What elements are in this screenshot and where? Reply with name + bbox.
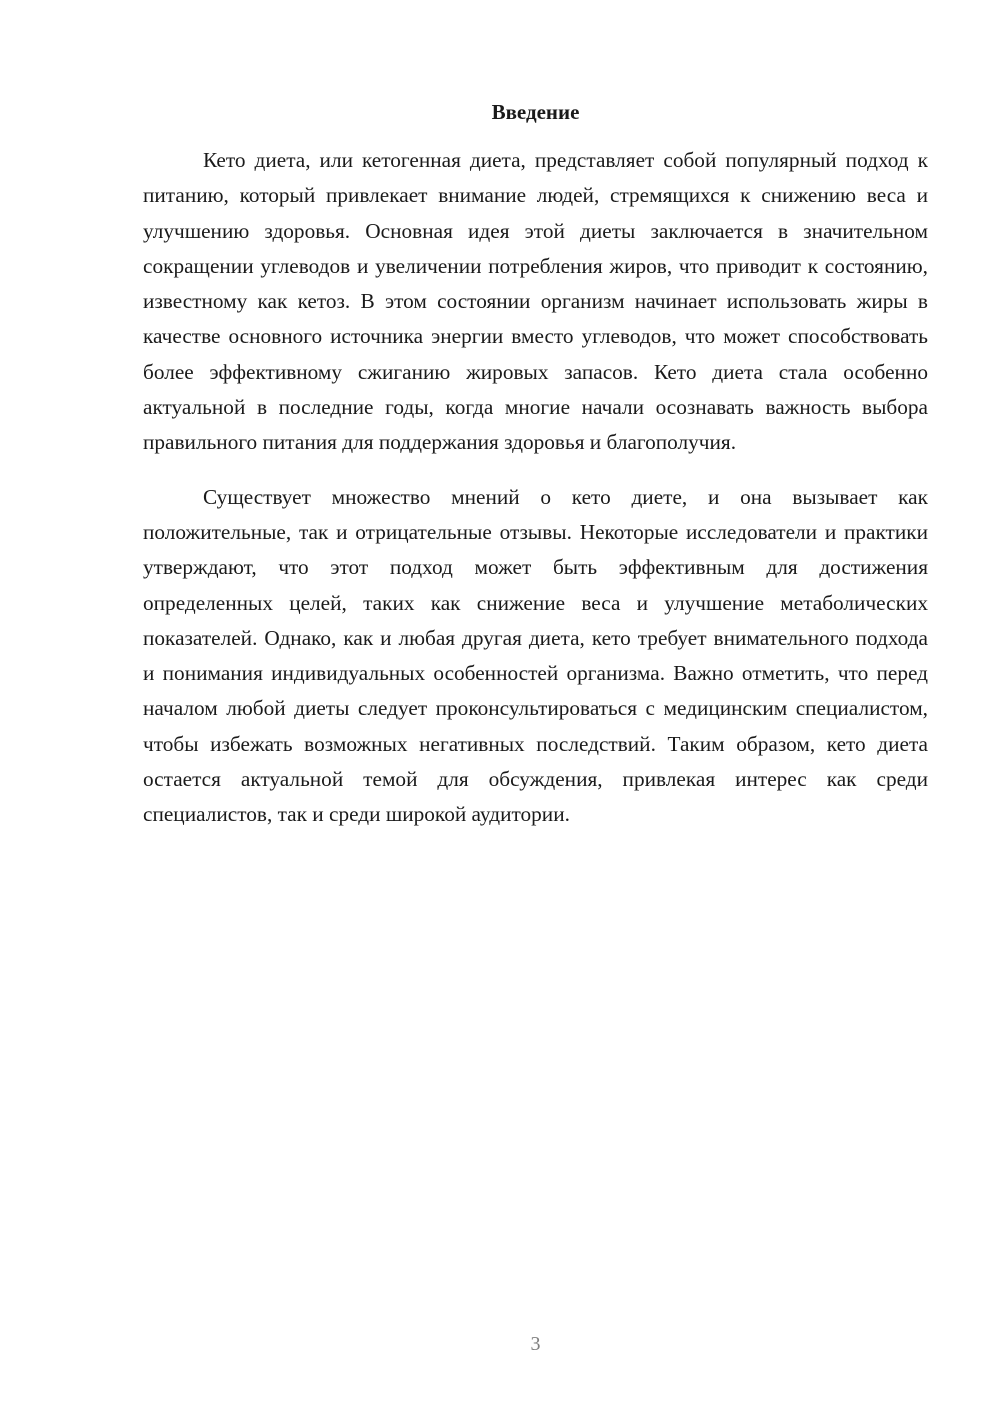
page-number: 3 [530, 1333, 541, 1355]
paragraph-intro: Кето диета, или кетогенная диета, представляет собой популярный подход к питанию, который привлекает внимание людей, стремящихся к снижению веса и улучшению здоровья. Основная идея этой диеты заключается в значительном сокращении углеводов и увеличении потребления жиров, что приводит к состоянию, известному как кетоз. В этом состоянии организм начинает использовать жиры в качестве основного источника энергии вместо углеводов, что может способствовать более эффективному сжиганию жировых запасов. Кето диета стала особенно актуальной в последние годы, когда многие начали осознавать важность выбора правильного питания для поддержания здоровья и благополучия. [143, 148, 928, 455]
section-title: Введение [491, 100, 580, 124]
body-text [143, 143, 928, 833]
paragraph-opinions: Существует множество мнений о кето диете, и она вызывает как положительные, так и отрицательные отзывы. Некоторые исследователи и практики утверждают, что этот подход может быть эффективным для достижения определенных целей, таких как снижение веса и улучшение метаболических показателей. Однако, как и любая другая диета, кето требует внимательного подхода и понимания индивидуальных особенностей организма. Важно отметить, что перед началом любой диеты следует проконсультироваться с медицинским специалистом, чтобы избежать возможных негативных последствий. Таким образом, кето диета остается актуальной темой для обсуждения, привлекая интерес как среди специалистов, так и среди широкой аудитории. [143, 484, 928, 827]
